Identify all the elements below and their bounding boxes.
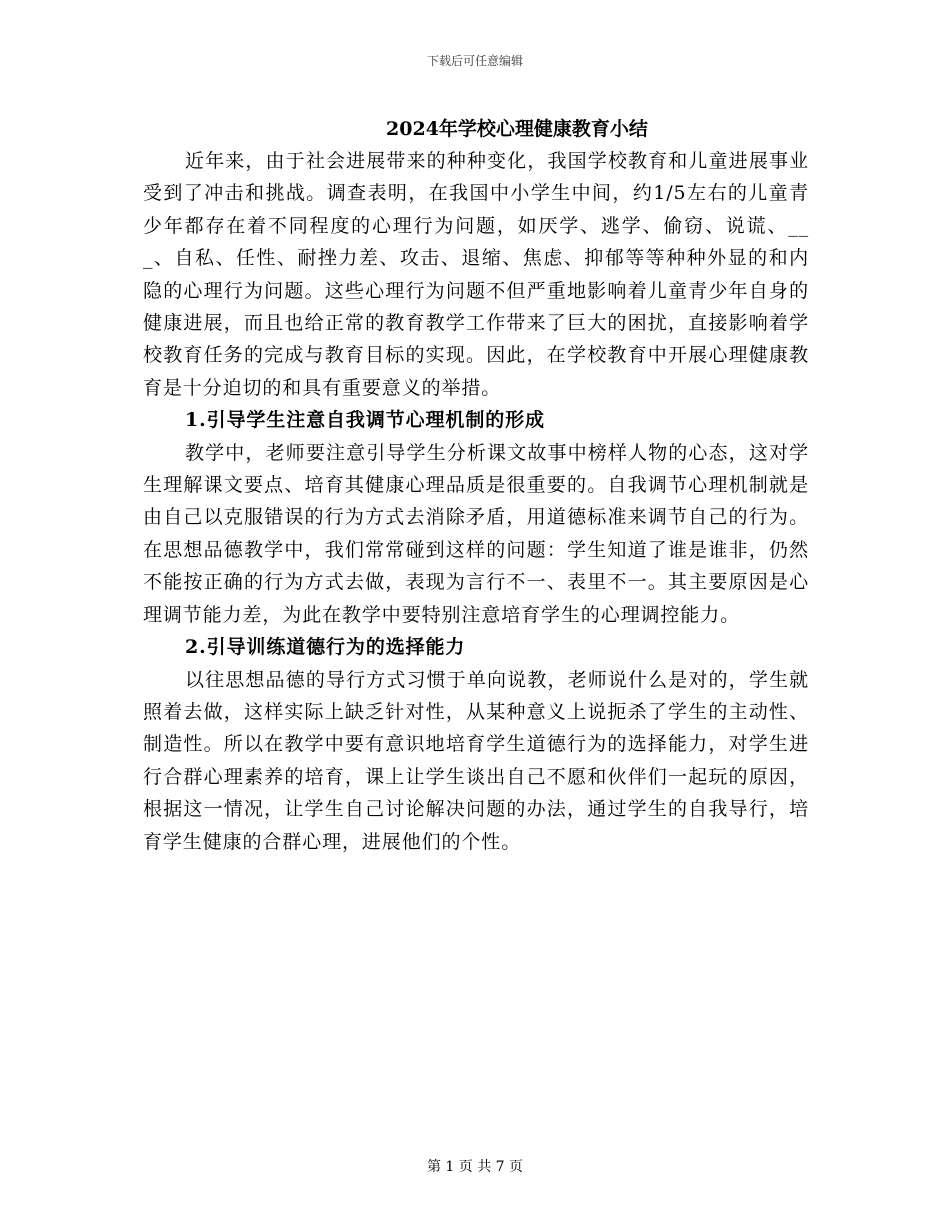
section-paragraph-2: 以往思想品德的导行方式习惯于单向说教，老师说什么是对的，学生就照着去做，这样实际上缺乏针对性，从某种意义上说扼杀了学生的主动性、制造性。所以在教学中要有意识地培育学生道德行为的选择能力，对学生进行合群心理素养的培育，课上让学生谈出自己不愿和伙伴们一起玩的原因，根据这一情况，让学生自己讨论解决问题的办法，通过学生的自我导行，培育学生健康的合群心理，进展他们的个性。 <box>143 668 809 853</box>
section-heading-2: 2.引导训练道德行为的选择能力 <box>185 636 466 659</box>
download-note: 下载后可任意编辑 <box>426 54 523 68</box>
intro-paragraph: 近年来，由于社会进展带来的种种变化，我国学校教育和儿童进展事业受到了冲击和挑战。调查表明，在我国中小学生中间，约1/5左右的儿童青少年都存在着不同程度的心理行为问题，如厌学、逃学、偷窃、说谎、___、自私、任性、耐挫力差、攻击、退缩、焦虑、抑郁等等种种外显的和内隐的心理行为问题。这些心理行为问题不但严重地影响着儿童青少年自身的健康进展，而且也给正常的教育教学工作带来了巨大的困扰，直接影响着学校教育任务的完成与教育目标的实现。因此，在学校教育中开展心理健康教育是十分迫切的和具有重要意义的举措。 <box>143 150 809 399</box>
page-number: 第 1 页 共 7 页 <box>426 1159 524 1175</box>
document-title: 2024年学校心理健康教育小结 <box>386 118 648 140</box>
section-paragraph-1: 教学中，老师要注意引导学生分析课文故事中榜样人物的心态，这对学生理解课文要点、培育其健康心理品质是很重要的。自我调节心理机制就是由自己以克服错误的行为方式去消除矛盾，用道德标准来调节自己的行为。在思想品德教学中，我们常常碰到这样的问题：学生知道了谁是谁非，仍然不能按正确的行为方式去做，表现为言行不一、表里不一。其主要原因是心理调节能力差，为此在教学中要特别注意培育学生的心理调控能力。 <box>143 441 809 626</box>
document-body <box>143 113 809 858</box>
section-heading-1: 1.引导学生注意自我调节心理机制的形成 <box>185 409 545 432</box>
